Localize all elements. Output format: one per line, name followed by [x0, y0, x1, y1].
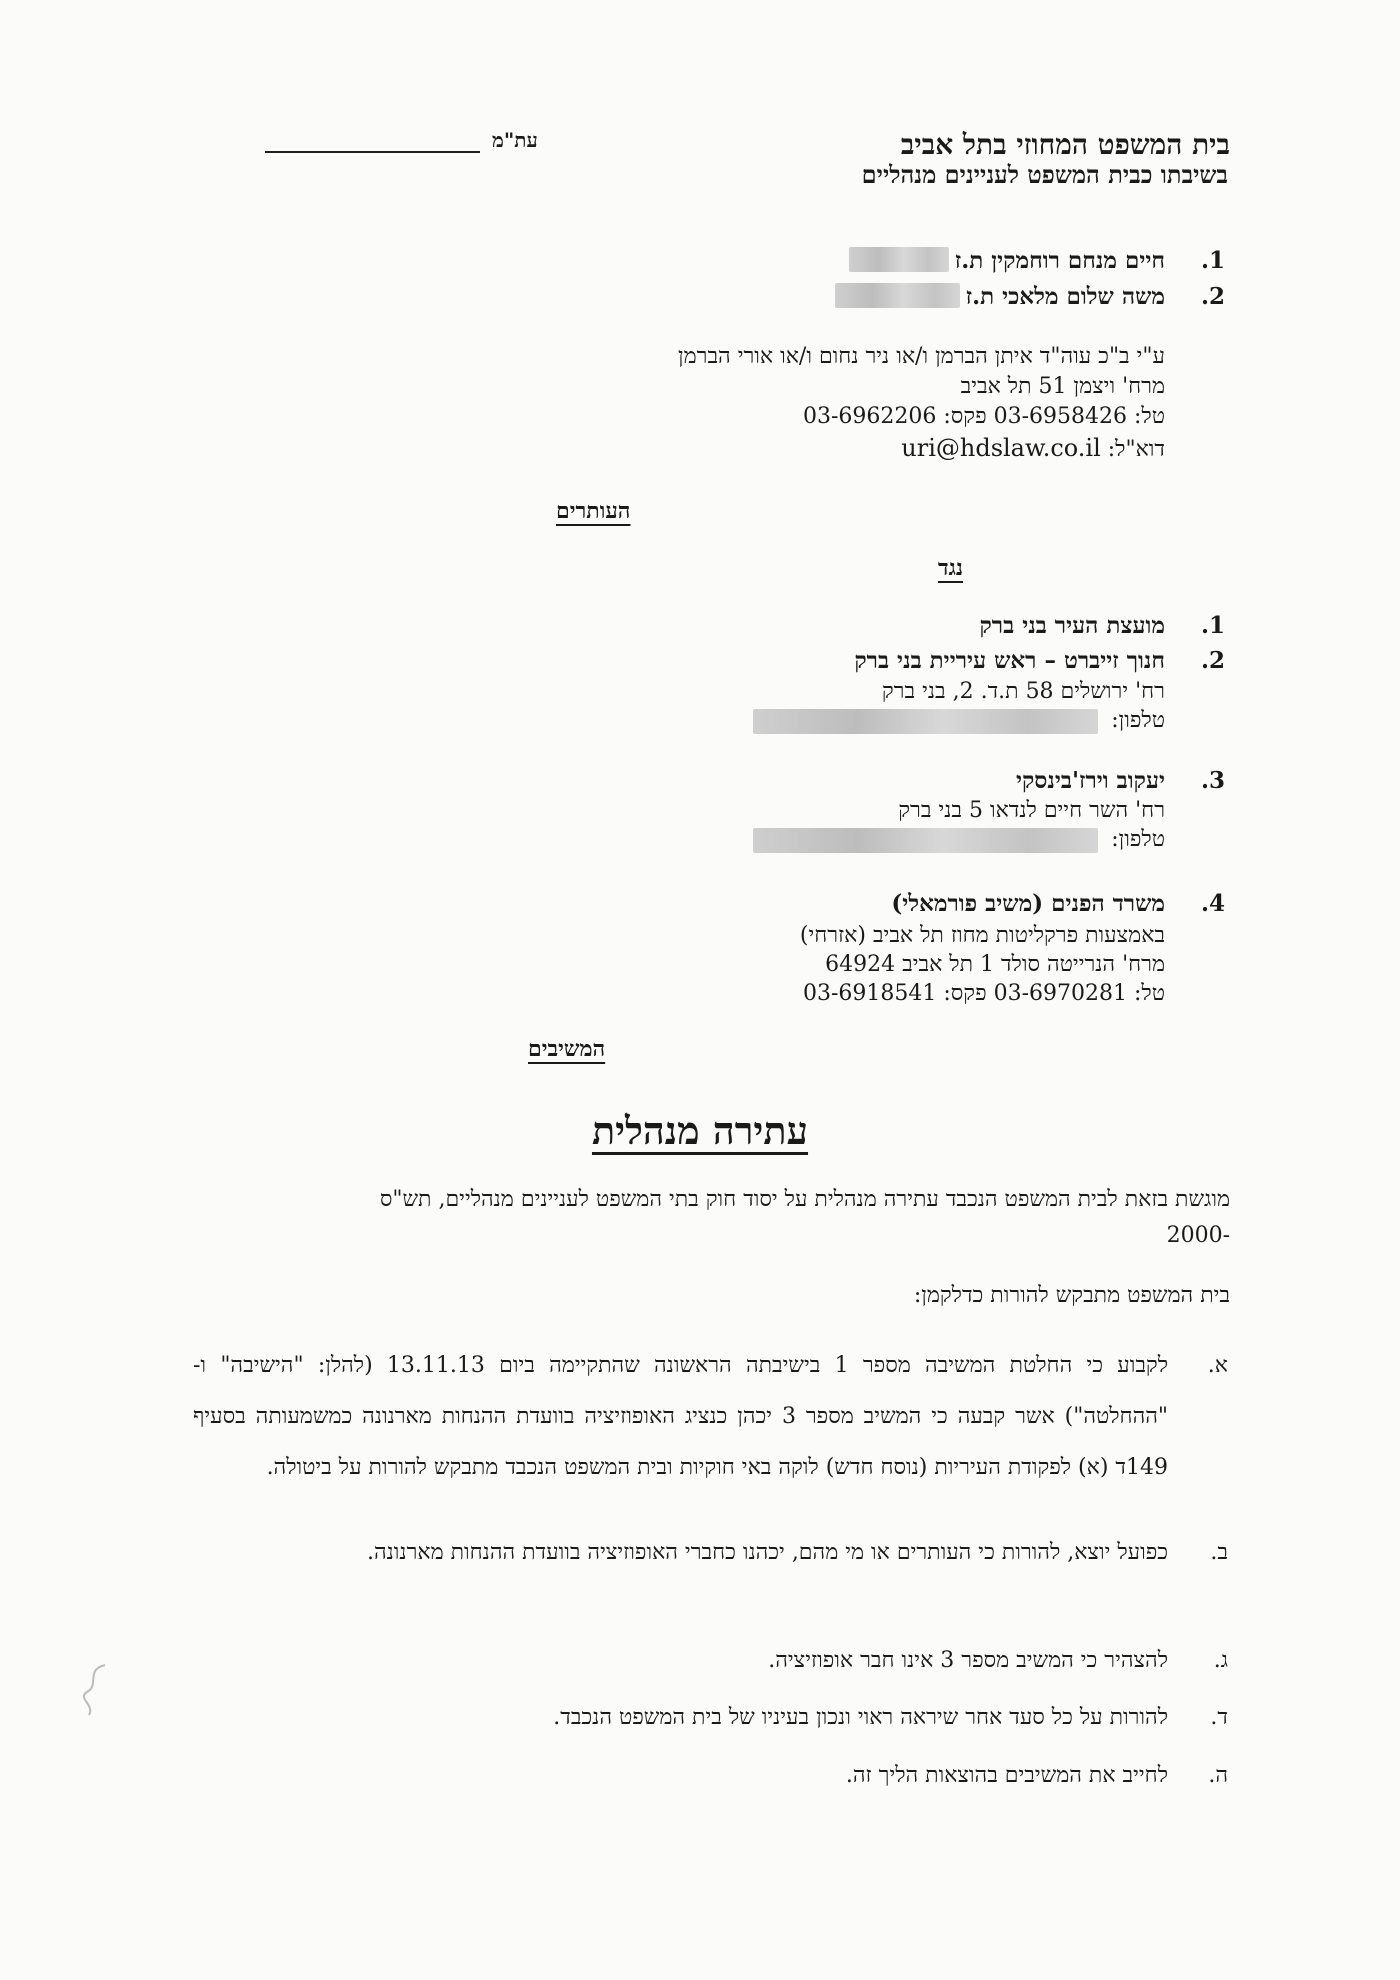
petitioner-2 [835, 283, 1225, 310]
respondent-2-address: רח' ירושלים 58 ת.ד. 2, בני ברק [881, 679, 1165, 704]
phone-label: טלפון: [1111, 827, 1165, 852]
relief-item-b [193, 1527, 1228, 1578]
relief-item-a [193, 1340, 1228, 1493]
instructions-intro: בית המשפט מתבקש להורות כדלקמן: [913, 1283, 1230, 1308]
court-name: בית המשפט המחוזי בתל אביב [900, 128, 1230, 161]
respondent-3-address: רח' השר חיים לנדאו 5 בני ברק [898, 798, 1165, 823]
petitioners-label: העותרים [556, 498, 631, 524]
petitioner-1-name: חיים מנחם רוחמקין ת.ז [954, 247, 1165, 274]
respondents-label: המשיבים [528, 1036, 606, 1062]
respondent-3 [1016, 767, 1225, 794]
petitioner-2-number: 2. [1200, 283, 1225, 310]
respondent-1 [980, 612, 1226, 639]
respondent-4 [891, 890, 1225, 917]
respondent-2 [854, 647, 1225, 674]
respondent-4-address: מרח' הנרייטה סולד 1 תל אביב 64924 [825, 952, 1165, 977]
counsel-phone-fax: טל: 03-6958426 פקס: 03-6962206 [802, 404, 1165, 429]
relief-text-d: להורות על כל סעד אחר שיראה ראוי ונכון בעיניו של בית המשפט הנכבד. [553, 1705, 1168, 1730]
relief-letter-e: ה. [1208, 1763, 1228, 1788]
relief-item-e [193, 1750, 1228, 1801]
respondent-1-name: מועצת העיר בני ברק [979, 612, 1165, 639]
respondent-3-name: יעקוב וירז'בינסקי [1015, 767, 1165, 794]
versus-label: נגד [938, 555, 963, 581]
relief-item-c [193, 1635, 1228, 1686]
relief-letter-b: ב. [1210, 1540, 1228, 1565]
respondent-2-number: 2. [1200, 647, 1225, 674]
case-number-field [265, 128, 538, 153]
respondent-2-phone [753, 707, 1165, 734]
redacted-id-1 [849, 247, 949, 272]
margin-mark [75, 1660, 115, 1720]
respondent-3-phone [753, 826, 1165, 853]
email-label: דוא"ל: [1107, 437, 1165, 462]
respondent-4-phone-fax: טל: 03-6970281 פקס: 03-6918541 [802, 981, 1165, 1006]
respondent-2-name: חנוך זייברט – ראש עיריית בני ברק [854, 647, 1165, 674]
relief-text-b: כפועל יוצא, להורות כי העותרים או מי מהם, יכהנו כחברי האופוזיציה בוועדת ההנחות מארנונה. [366, 1540, 1168, 1565]
petitioner-1-number: 1. [1200, 247, 1225, 274]
phone-label: טלפון: [1111, 708, 1165, 733]
redacted-phone-2 [753, 709, 1098, 734]
redacted-id-2 [835, 283, 960, 308]
case-number-blank-line [265, 129, 480, 153]
redacted-phone-3 [753, 828, 1098, 853]
petitioner-1 [849, 247, 1225, 274]
relief-item-d [193, 1692, 1228, 1743]
relief-text-c: להצהיר כי המשיב מספר 3 אינו חבר אופוזיציה. [768, 1648, 1168, 1673]
respondent-4-name: משרד הפנים (משיב פורמאלי) [891, 890, 1165, 917]
counsel-email: uri@hdslaw.co.il [901, 434, 1101, 462]
counsel-names: ע"י ב"כ עוה"ד איתן הברמן ו/או ניר נחום ו/או אורי הברמן [677, 344, 1165, 369]
intro-line-1: מוגשת בזאת לבית המשפט הנכבד עתירה מנהלית על יסוד חוק בתי המשפט לעניינים מנהליים, תש"ס [379, 1187, 1230, 1212]
case-number-label: עת"מ [492, 128, 538, 152]
respondent-4-via: באמצעות פרקליטות מחוז תל אביב (אזרחי) [799, 923, 1165, 948]
petitioner-2-name: משה שלום מלאכי ת.ז [965, 283, 1165, 310]
respondent-4-number: 4. [1200, 890, 1225, 917]
relief-text-e: לחייב את המשיבים בהוצאות הליך זה. [845, 1763, 1168, 1788]
counsel-email-row [901, 434, 1165, 462]
respondent-3-number: 3. [1200, 767, 1225, 794]
relief-letter-c: ג. [1213, 1648, 1228, 1673]
respondent-1-number: 1. [1200, 612, 1225, 639]
relief-letter-a: א. [1207, 1353, 1228, 1378]
relief-letter-d: ד. [1210, 1705, 1228, 1730]
court-subtitle: בשיבתו כבית המשפט לעניינים מנהליים [861, 160, 1228, 189]
counsel-address: מרח' ויצמן 51 תל אביב [960, 374, 1165, 399]
document-title: עתירה מנהלית [591, 1108, 809, 1153]
relief-text-a: לקבוע כי החלטת המשיבה מספר 1 בישיבתה הראשונה שהתקיימה ביום 13.11.13 (להלן: "הישיבה" ו- "ההחלטה") אשר קבעה כי המשיב מספר 3 יכהן כנציג האופוזיציה בוועדת ההנחות מארנונה כמשמעותה בסעיף 149ד (א) לפקודת העיריות (נוסח חדש) לוקה באי חוקיות ובית המשפט הנכבד מתבקש להורות על ביטולה. [193, 1353, 1168, 1480]
intro-line-2: 2000- [1166, 1223, 1230, 1248]
